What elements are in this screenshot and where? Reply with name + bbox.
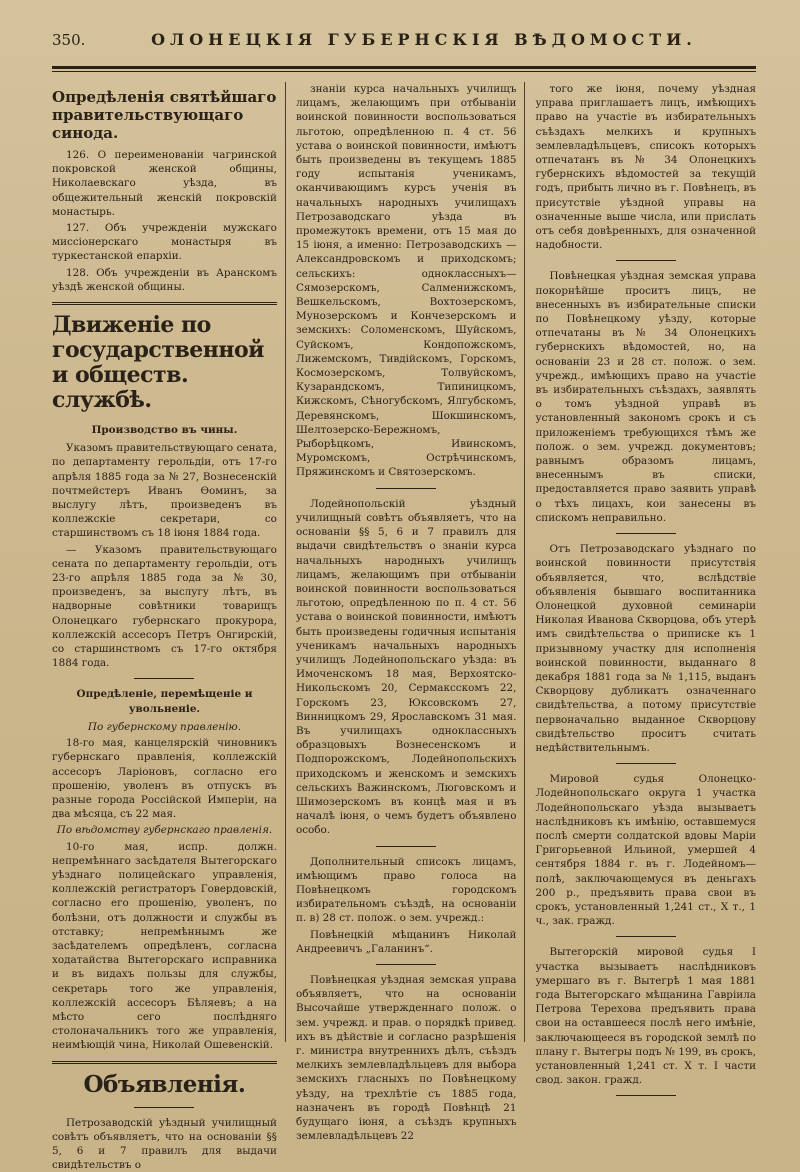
separator (616, 1095, 676, 1096)
appointments-paragraph: 10-го мая, испр. должн. непремѣннаго засѣдателя Вытегорскаго уѣзднаго полицейскаго управленія, коллежскій регистраторъ Говердовскій, согласно его прошенію, уволенъ, по болѣзни, отъ должности и службы въ отставку; непремѣннымъ же засѣдателемъ опредѣленъ, согласна ходатайства Вытегорскаго исправника и въ видахъ пользы для службы, секретарь того же управленія, коллежскій ассесоръ Бѣляевъ; а на мѣсто сего послѣдняго столоначальникъ того же управленія, неимѣющій чина, Николай Ошевенскій. (52, 840, 277, 1052)
separator (376, 488, 436, 489)
section-divider (52, 1061, 277, 1064)
announcement-paragraph: знаніи курса начальныхъ училищъ лицамъ, желающимъ при отбываніи воинской повинности воспользоваться льготою, опредѣленною п. 4 ст. 56 устава о воинской повинности, имѣютъ быть произведены въ текущемъ 1885 году испытанія ученикамъ, оканчивающимъ курсъ ученія въ начальныхъ народныхъ училищахъ Петрозаводскаго уѣзда въ промежутокъ времени, отъ 15 мая до 15 іюня, а именно: Петрозаводскихъ — Александровскомъ и приходскомъ; сельскихъ: одноклассныхъ—Сямозерскомъ, Салменижскомъ, Вешкельскомъ, Вохтозерскомъ, Мунозерскомъ и Кончезерскомъ и земскихъ: Соломенскомъ, Шуйскомъ, Суйскомъ, Кондопожскомъ, Лижемскомъ, Тивдійскомъ, Горскомъ, Космозерскомъ, Толвуйскомъ, Кузарандскомъ, Типиницкомъ, Кижскомъ, Сѣногубскомъ, Ялгубскомъ, Деревянскомъ, Шокшинскомъ, Шелтозерско-Бережномъ, Рыборѣцкомъ, Ивинскомъ, Муромскомъ, Острѣчинскомъ, Пряжинскомъ и Святозерскомъ. (295, 83, 517, 479)
ranks-paragraph: — Указомъ правительствующаго сената по департаменту герольдіи, отъ 23-го апрѣля 1885 года за № 30, произведенъ, за выслугу лѣтъ, въ надворные совѣтники товарищъ Олонецкаго губернскаго прокурора, коллежскій ассесоръ Петръ Онгирскій, со старшинствомъ съ 17-го октября 1884 года. (52, 543, 277, 670)
separator (616, 763, 676, 764)
page-number: 350. (52, 31, 86, 49)
column-middle (295, 82, 526, 1143)
separator (134, 678, 194, 679)
announcement-paragraph: того же іюня, почему уѣздная управа приглашаетъ лицъ, имѣющихъ право на участіе въ избирательныхъ съѣздахъ мелкихъ и крупныхъ землевладѣльцевъ, списокъ которыхъ отпечатанъ въ № 34 Олонецкихъ губернскихъ вѣдомостей за текущій годъ, прибыть лично въ г. Повѣнецъ, въ присутствіе уѣздной управы на означенные выше числа, или прислать отъ себя довѣренныхъ, для означенной надобности. (535, 83, 756, 252)
announcement-paragraph: Лодейнопольскій уѣздный училищный совѣтъ объявляетъ, что на основаніи §§ 5, 6 и 7 правилъ для выдачи свидѣтельствъ о знаніи курса начальныхъ народныхъ училищъ лицамъ, желающимъ при отбываніи воинской повинности воспользоваться льготою, опредѣленною по п. 4 ст. 56 устава о воинской повинности, имѣютъ быть произведены годичныя испытанія ученикамъ начальныхъ народныхъ училищъ Лодейнопольскаго уѣзда: въ Имоченскомъ 18 мая, Верхоятско-Никольскомъ 20, Сермаксскомъ 22, Горскомъ 23, Юксовскомъ 27, Винницкомъ 29, Ярославскомъ 31 мая. Въ училищахъ одноклассныхъ образцовыхъ Вознесенскомъ и Подпорожскомъ, Лодейнопольскихъ приходскомъ и женскомъ и земскихъ сельскихъ Важинскомъ, Люговскомъ и Шимозерскомъ въ концѣ мая и въ началѣ іюня, о чемъ будетъ объявлено особо. (295, 497, 517, 837)
header-rule-thick (52, 66, 756, 69)
announcement-paragraph: Вытегорскій мировой судья I участка вызываетъ наслѣдниковъ умершаго въ г. Вытегрѣ 1 мая 1881 года Вытегорскаго мѣщанина Гаврiила Петрова Терехова предъявить права свои на оставшееся послѣ него имѣніе, заключающееся въ городской землѣ по плану г. Вытегры подъ № 199, въ срокъ, установленный 1,241 ст. Х т. I части свод. закон. гражд. (535, 946, 756, 1087)
ranks-subheading: Производство въ чины. (91, 424, 238, 437)
appointments-sub1: По губернскому правленію. (87, 720, 242, 733)
separator (134, 1107, 194, 1108)
columns (52, 82, 756, 1172)
announcement-paragraph: Дополнительный списокъ лицамъ, имѣющимъ право голоса на Повѣнецкомъ городскомъ избирательномъ съѣздѣ, на основаніи п. в) 28 ст. полож. о зем. учрежд.: (295, 855, 517, 925)
separator (616, 533, 676, 534)
announcement-paragraph: Петрозаводскій уѣздный училищный совѣтъ объявляетъ, что на основаніи §§ 5, 6 и 7 правилъ для выдачи свидѣтельствъ о (52, 1116, 277, 1172)
section-divider (52, 302, 277, 305)
appointments-sub2: По вѣдомству губернскаго правленія. (56, 824, 273, 837)
separator (616, 936, 676, 937)
synod-item: 126. О переименованіи чагринской покровской женской общины, Николаевскаго уѣзда, въ общежительный женскій покровскій монастырь. (52, 149, 277, 218)
announcement-paragraph: Повѣнецкій мѣщанинъ Николай Андреевичъ „Галанинъ“. (295, 928, 517, 955)
column-right (535, 82, 756, 1087)
appointments-subheading: Опредѣленіе, перемѣщеніе и увольненіе. (76, 688, 253, 715)
synod-item: 128. Объ учрежденіи въ Аранскомъ уѣздѣ женской общины. (52, 266, 277, 293)
announcement-paragraph: Повѣнецкая уѣздная земская управа объявляетъ, что на основаніи Высочайше утвержденнаго полож. о зем. учрежд. и прав. о порядкѣ привед. ихъ въ дѣйствіе и согласно разрѣшенія г. министра внутреннихъ дѣлъ, съѣздъ мелкихъ землевладѣльцевъ для выбора земскихъ гласныхъ по Повѣнецкому уѣзду, на трехлѣтіе съ 1885 года, назначенъ въ городѣ Повѣнцѣ 21 будущаго іюня, а съѣздъ крупныхъ землевладѣльцевъ 22 (295, 973, 517, 1143)
column-left (52, 82, 286, 1172)
separator (616, 260, 676, 261)
separator (376, 964, 436, 965)
header-rule-thin (52, 71, 756, 72)
announcement-paragraph: Повѣнецкая уѣздная земская управа покорнѣйше проситъ лицъ, не внесенныхъ въ избирательные списки по Повѣнецкому уѣзду, которые отпечатаны въ № 34 Олонецкихъ губернскихъ вѣдомостей, но, на основаніи 23 и 28 ст. полож. о зем. учрежд., имѣющихъ право на участіе въ избирательныхъ съѣздахъ, заявлять о томъ уѣздной управѣ въ установленный закономъ срокъ и съ приложеніемъ требующихся тѣмъ же полож. о зем. учрежд. документовъ; равнымъ образомъ лицамъ, внесеннымъ въ списки, предоставляется право заявить управѣ о тѣхъ лицахъ, кои занесены въ спискомъ неправильно. (535, 270, 756, 524)
appointments-paragraph: 18-го мая, канцелярскій чиновникъ губернскаго правленія, коллежскій ассесоръ Ларіоновъ, согласно его прошенію, уволенъ въ отпускъ въ разные города Россійской Имперіи, на два мѣсяца, съ 22 мая. (52, 737, 277, 821)
page-header (52, 30, 756, 62)
announcement-paragraph: Отъ Петрозаводскаго уѣзднаго по воинской повинности присутствія объявляется, что, вслѣдствіе объявленія бывшаго воспитанника Олонецкой духовной семинаріи Николая Иванова Скворцова, объ утерѣ имъ свидѣтельства о приписке къ 1 призывному участку для исполненія воинской повинности, выданнаго 8 декабря 1881 года за № 1,115, выданъ Скворцову дубликатъ означеннаго свидѣтельства, а потому присутствіе первоначально выданное Скворцову свидѣтельство проситъ считать недѣйствительнымъ. (535, 543, 756, 754)
masthead-title: ОЛОНЕЦКІЯ ГУБЕРНСКІЯ ВѢДОМОСТИ. (151, 30, 697, 49)
announcement-paragraph: Мировой судья Олонецко-Лодейнопольскаго округа 1 участка Лодейнопольскаго уѣзда вызываетъ наслѣдниковъ къ имѣнію, оставшемуся послѣ смерти солдатской вдовы Маріи Григорьевной Ильиной, умершей 4 сентября 1884 г. въ г. Лодейномъ—полѣ, заключающемуся въ деньгахъ 200 р., предъявить права свои въ срокъ, установленный 1,241 ст., Х т., 1 ч., зак. гражд. (535, 773, 756, 928)
announcements-heading: Объявленія. (83, 1070, 246, 1098)
separator (376, 846, 436, 847)
ranks-paragraph: Указомъ правительствующаго сената, по департаменту герольдіи, отъ 17-го апрѣля 1885 года за № 27, Вознесенскій почтмейстеръ Иванъ Ѳоминъ, за выслугу лѣтъ, произведенъ въ коллежскіе секретари, со старшинствомъ съ 18 іюня 1884 года. (52, 442, 277, 540)
movement-heading: Движеніе по государственной и обществ. службѣ. (52, 312, 264, 414)
synod-heading: Опредѣленія святѣйшаго правительствующаго синода. (52, 88, 277, 142)
synod-item: 127. Объ учрежденіи мужскаго миссіонерскаго монастыря въ туркестанской епархіи. (52, 222, 277, 263)
